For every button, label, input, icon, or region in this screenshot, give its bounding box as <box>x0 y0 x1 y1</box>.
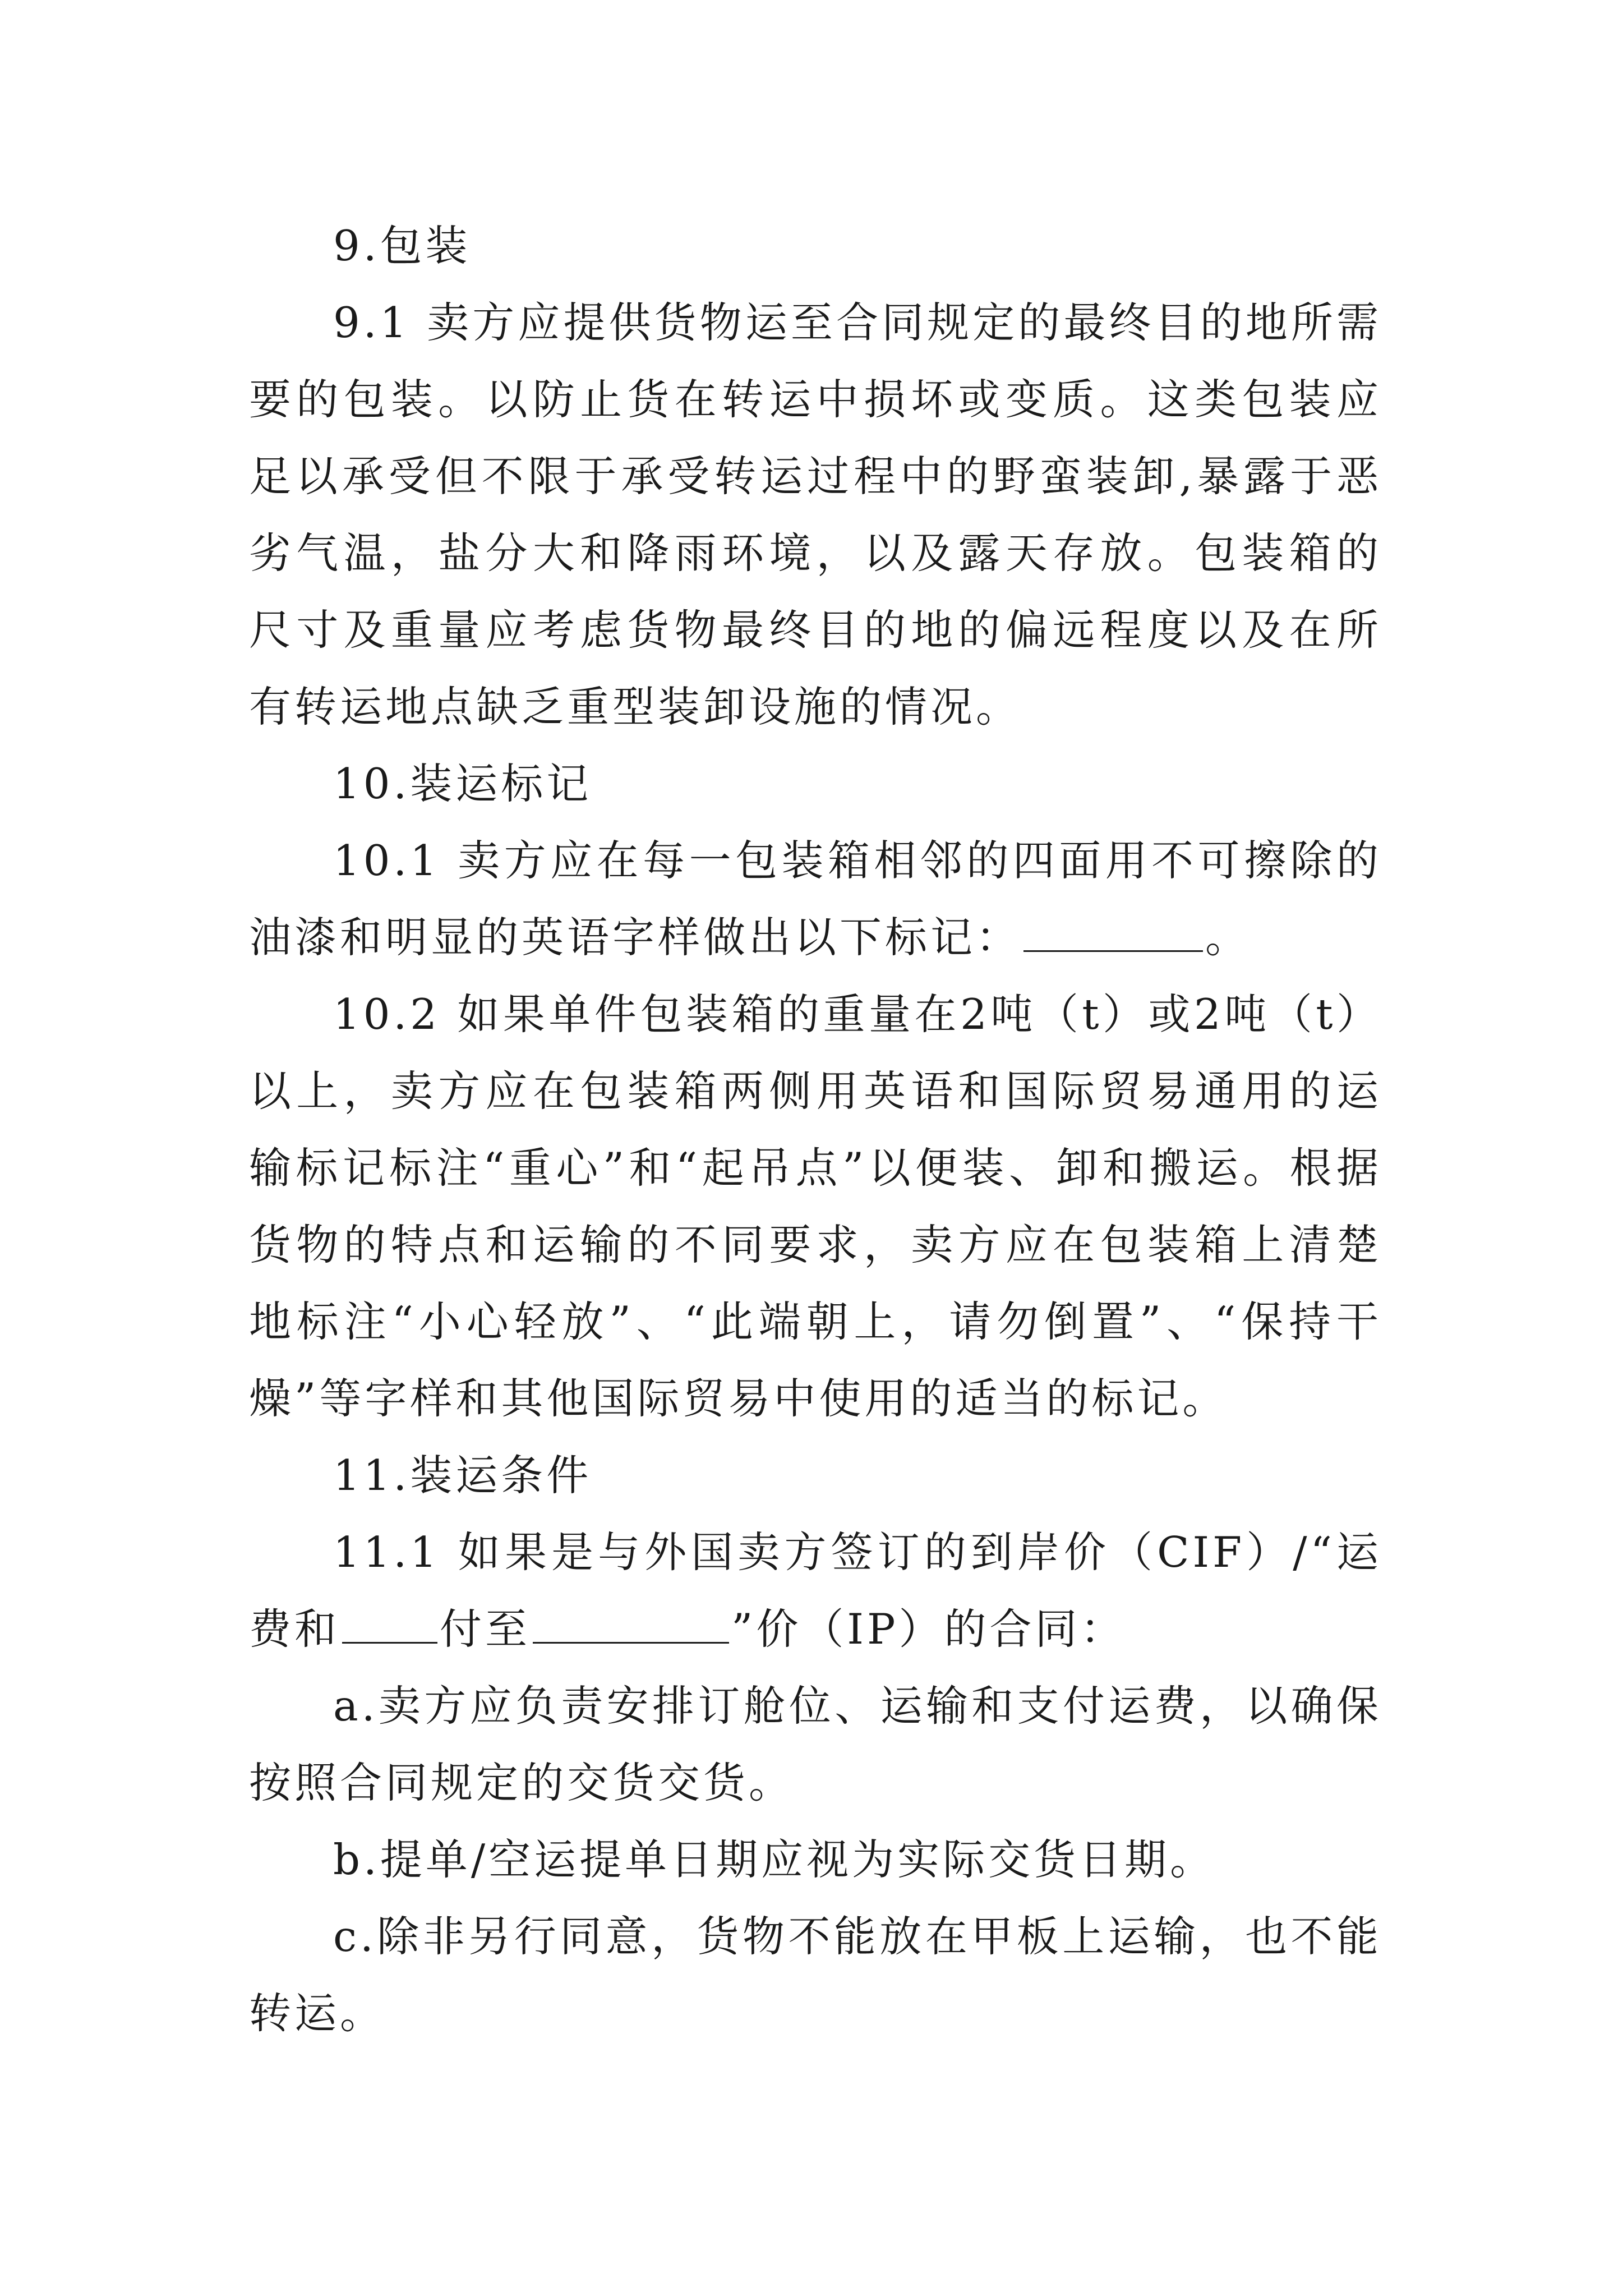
clause-10-1-end: 。 <box>1205 913 1251 962</box>
freight-blank <box>342 1605 437 1644</box>
item-c: c.除非另行同意，货物不能放在甲板上运输，也不能转运。 <box>249 1912 1382 2038</box>
section-10-heading: 10.装运标记 <box>333 759 592 808</box>
section-11-heading: 11.装运条件 <box>333 1451 592 1500</box>
clause-11-1-part-b: 付至 <box>440 1604 531 1654</box>
clause-11-1-part-c: ”价（IP）的合同： <box>731 1604 1126 1654</box>
item-a: a.卖方应负责安排订舱位、运输和支付运费，以确保按照合同规定的交货交货。 <box>249 1681 1382 1807</box>
marking-blank <box>1023 913 1203 952</box>
document-page <box>249 208 1382 2052</box>
clause-10-1-text: 10.1 卖方应在每一包装箱相邻的四面用不可擦除的油漆和明显的英语字样做出以下标记： <box>249 836 1382 962</box>
destination-blank <box>533 1605 729 1644</box>
clause-9-1: 9.1 卖方应提供货物运至合同规定的最终目的地所需要的包装。以防止货在转运中损坏或变质。这类包装应足以承受但不限于承受转运过程中的野蛮装卸,暴露于恶劣气温，盐分大和降雨环境，以及露天存放。包装箱的尺寸及重量应考虑货物最终目的地的偏远程度以及在所有转运地点缺乏重型装卸设施的情况。 <box>249 298 1382 731</box>
clause-10-2: 10.2 如果单件包装箱的重量在2吨（t）或2吨（t）以上，卖方应在包装箱两侧用英语和国际贸易通用的运输标记标注“重心”和“起吊点”以便装、卸和搬运。根据货物的特点和运输的不同要求，卖方应在包装箱上清楚地标注“小心轻放”、“此端朝上，请勿倒置”、“保持干燥”等字样和其他国际贸易中使用的适当的标记。 <box>249 990 1382 1423</box>
section-9-heading: 9.包装 <box>333 221 471 270</box>
clause-10-1 <box>249 822 1382 976</box>
item-b: b.提单/空运提单日期应视为实际交货日期。 <box>333 1835 1216 1884</box>
clause-11-1-part-a: 11.1 如果是与外国卖方签订的到岸价（CIF）/“运费和 <box>249 1527 1382 1654</box>
clause-11-1 <box>249 1514 1382 1668</box>
